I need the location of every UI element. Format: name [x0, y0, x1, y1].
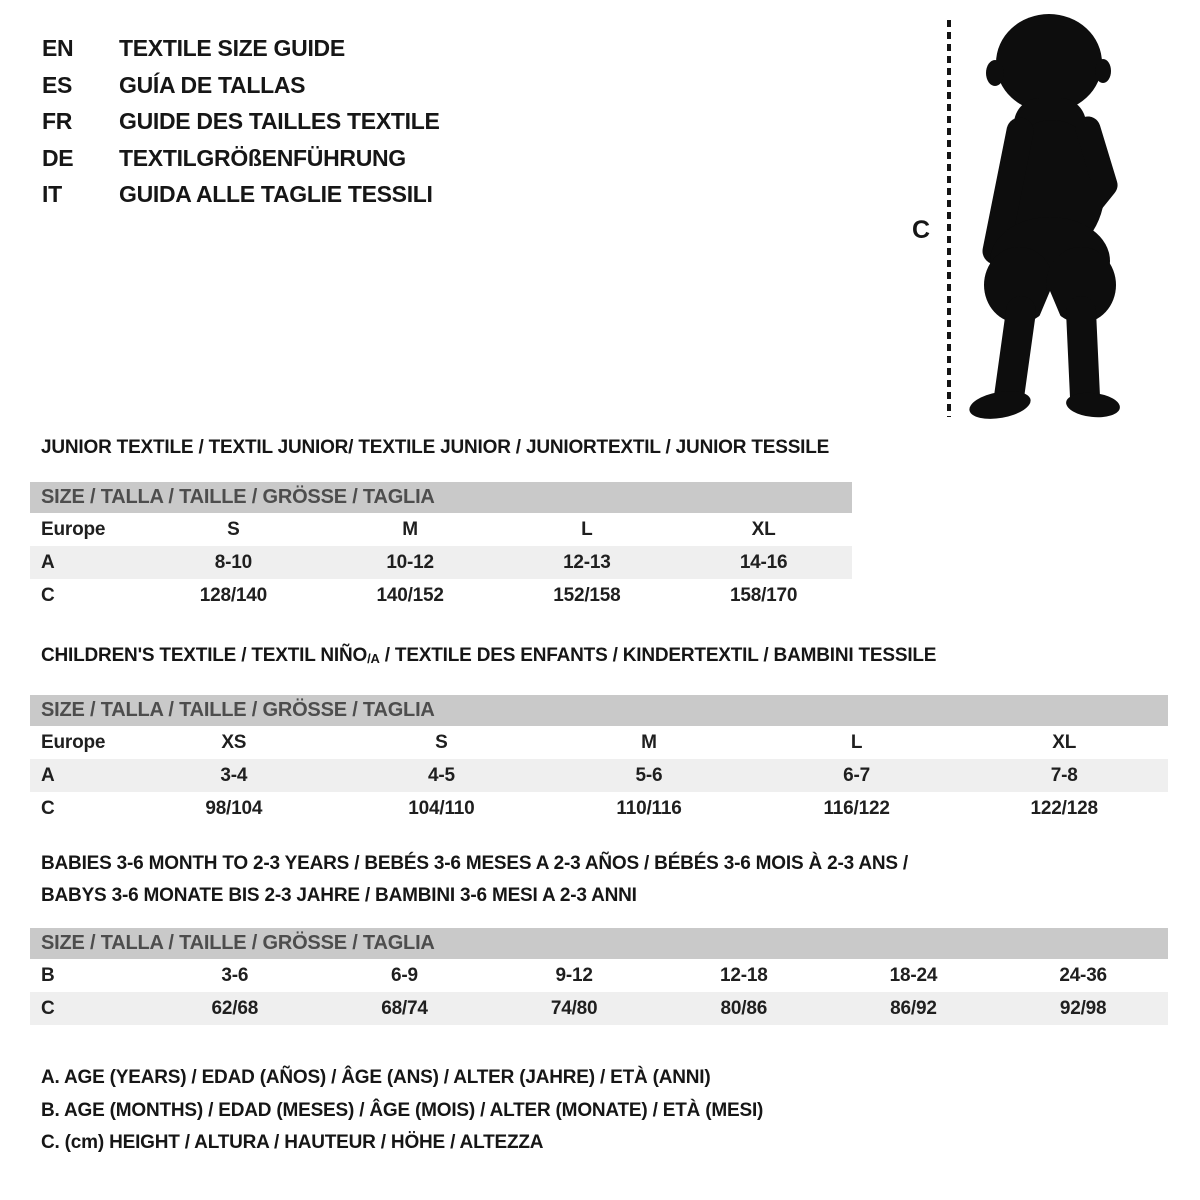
babies-section-title	[41, 848, 1001, 912]
value-cell: 128/140	[199, 584, 268, 606]
size-header-label: SIZE / TALLA / TAILLE / GRÖSSE / TAGLIA	[41, 932, 435, 954]
row-label-cell: Europe	[41, 731, 106, 753]
babies-size-header-bar	[30, 928, 1168, 959]
value-cell: 152/158	[553, 584, 621, 606]
value-cell: 158/170	[729, 584, 798, 606]
legend-footnotes	[41, 1062, 763, 1160]
value-cell: 116/122	[823, 797, 890, 819]
junior-size-header-bar	[30, 482, 852, 513]
language-code: FR	[42, 108, 73, 134]
size-cell: M	[402, 518, 418, 540]
footnote-age-years: A. AGE (YEARS) / EDAD (AÑOS) / ÂGE (ANS) / ALTER (JAHRE) / ETÀ (ANNI)	[41, 1067, 711, 1088]
height-measure-dashed-line	[947, 20, 951, 417]
children-size-header-bar	[30, 695, 1168, 726]
guide-title: GUIDA ALLE TAGLIE TESSILI	[119, 181, 433, 207]
value-cell: 10-12	[386, 551, 434, 573]
guide-title: TEXTILGRÖßENFÜHRUNG	[119, 144, 406, 171]
value-cell: 6-9	[391, 964, 418, 986]
size-header-label: SIZE / TALLA / TAILLE / GRÖSSE / TAGLIA	[41, 699, 435, 721]
row-label-cell: A	[41, 764, 55, 786]
height-cm-row	[30, 792, 1168, 825]
value-cell: 80/86	[720, 997, 768, 1019]
row-label-cell: C	[41, 797, 55, 819]
children-size-table	[30, 726, 1168, 825]
value-cell: 104/110	[408, 797, 475, 819]
size-cell: M	[641, 731, 657, 753]
size-cell: L	[850, 731, 863, 753]
size-cell: S	[435, 731, 448, 753]
children-section	[30, 645, 1168, 825]
value-cell: 8-10	[214, 551, 252, 573]
children-title-subscript: /A	[367, 651, 380, 666]
height-measure-label: C	[912, 216, 931, 244]
language-code: ES	[42, 71, 73, 98]
row-label-cell: C	[41, 584, 55, 606]
height-cm-row	[30, 579, 852, 612]
children-title-text: CHILDREN'S TEXTILE / TEXTIL NIÑO	[41, 645, 368, 666]
children-section-title	[41, 645, 1168, 669]
value-cell: 86/92	[890, 997, 937, 1019]
size-cell: XL	[751, 518, 776, 540]
babies-title-line1: BABIES 3-6 MONTH TO 2-3 YEARS / BEBÉS 3-6 MESES A 2-3 AÑOS / BÉBÉS 3-6 MOIS À 2-3 ANS /	[41, 853, 909, 874]
size-cell: XS	[221, 731, 247, 753]
size-header-row	[30, 513, 852, 546]
guide-title: GUÍA DE TALLAS	[119, 71, 306, 98]
value-cell: 12-18	[719, 964, 768, 986]
value-cell: 3-4	[220, 764, 248, 786]
value-cell: 4-5	[427, 764, 455, 786]
junior-section-title: JUNIOR TEXTILE / TEXTIL JUNIOR/ TEXTILE JUNIOR / JUNIORTEXTIL / JUNIOR TESSILE	[41, 437, 830, 458]
guide-title: GUIDE DES TAILLES TEXTILE	[119, 108, 440, 134]
row-label-cell: Europe	[41, 518, 106, 540]
language-code: DE	[42, 144, 74, 171]
value-cell: 14-16	[739, 551, 788, 573]
row-label-cell: B	[41, 964, 55, 986]
row-label-cell: A	[41, 551, 55, 573]
value-cell: 74/80	[550, 997, 598, 1019]
junior-size-table	[30, 513, 852, 612]
value-cell: 98/104	[205, 797, 263, 819]
size-header-row	[30, 726, 1168, 759]
value-cell: 3-6	[221, 964, 249, 986]
value-cell: 140/152	[376, 584, 444, 606]
babies-section	[30, 848, 1168, 1025]
value-cell: 122/128	[1030, 797, 1098, 819]
row-label-cell: C	[41, 997, 55, 1019]
size-cell: S	[227, 518, 240, 540]
size-header-label: SIZE / TALLA / TAILLE / GRÖSSE / TAGLIA	[41, 486, 435, 508]
value-cell: 68/74	[381, 997, 428, 1019]
children-title-text: / TEXTILE DES ENFANTS / KINDERTEXTIL / BAMBINI TESSILE	[379, 645, 937, 666]
guide-title: TEXTILE SIZE GUIDE	[119, 35, 345, 61]
junior-section	[30, 437, 852, 612]
language-title-list	[42, 30, 440, 213]
value-cell: 18-24	[889, 964, 938, 986]
language-code: IT	[42, 181, 62, 207]
babies-size-table	[30, 959, 1168, 1025]
value-cell: 5-6	[635, 764, 663, 786]
age-years-row	[30, 546, 852, 579]
value-cell: 6-7	[843, 764, 871, 786]
babies-title-line2: BABYS 3-6 MONATE BIS 2-3 JAHRE / BAMBINI 3-6 MESI A 2-3 ANNI	[41, 885, 637, 906]
height-cm-row	[30, 992, 1168, 1025]
value-cell: 110/116	[616, 797, 682, 819]
size-cell: L	[581, 518, 593, 540]
age-months-row	[30, 959, 1168, 992]
value-cell: 62/68	[211, 997, 259, 1019]
value-cell: 9-12	[555, 964, 593, 986]
size-cell: XL	[1052, 731, 1077, 753]
age-years-row	[30, 759, 1168, 792]
language-code: EN	[42, 35, 74, 61]
toddler-silhouette-icon	[964, 13, 1142, 421]
value-cell: 92/98	[1059, 997, 1107, 1019]
value-cell: 7-8	[1050, 764, 1078, 786]
footnote-height-cm: C. (cm) HEIGHT / ALTURA / HAUTEUR / HÖHE / ALTEZZA	[41, 1132, 544, 1153]
footnote-age-months: B. AGE (MONTHS) / EDAD (MESES) / ÂGE (MOIS) / ALTER (MONATE) / ETÀ (MESI)	[41, 1099, 764, 1121]
value-cell: 24-36	[1059, 964, 1107, 986]
value-cell: 12-13	[563, 551, 611, 573]
